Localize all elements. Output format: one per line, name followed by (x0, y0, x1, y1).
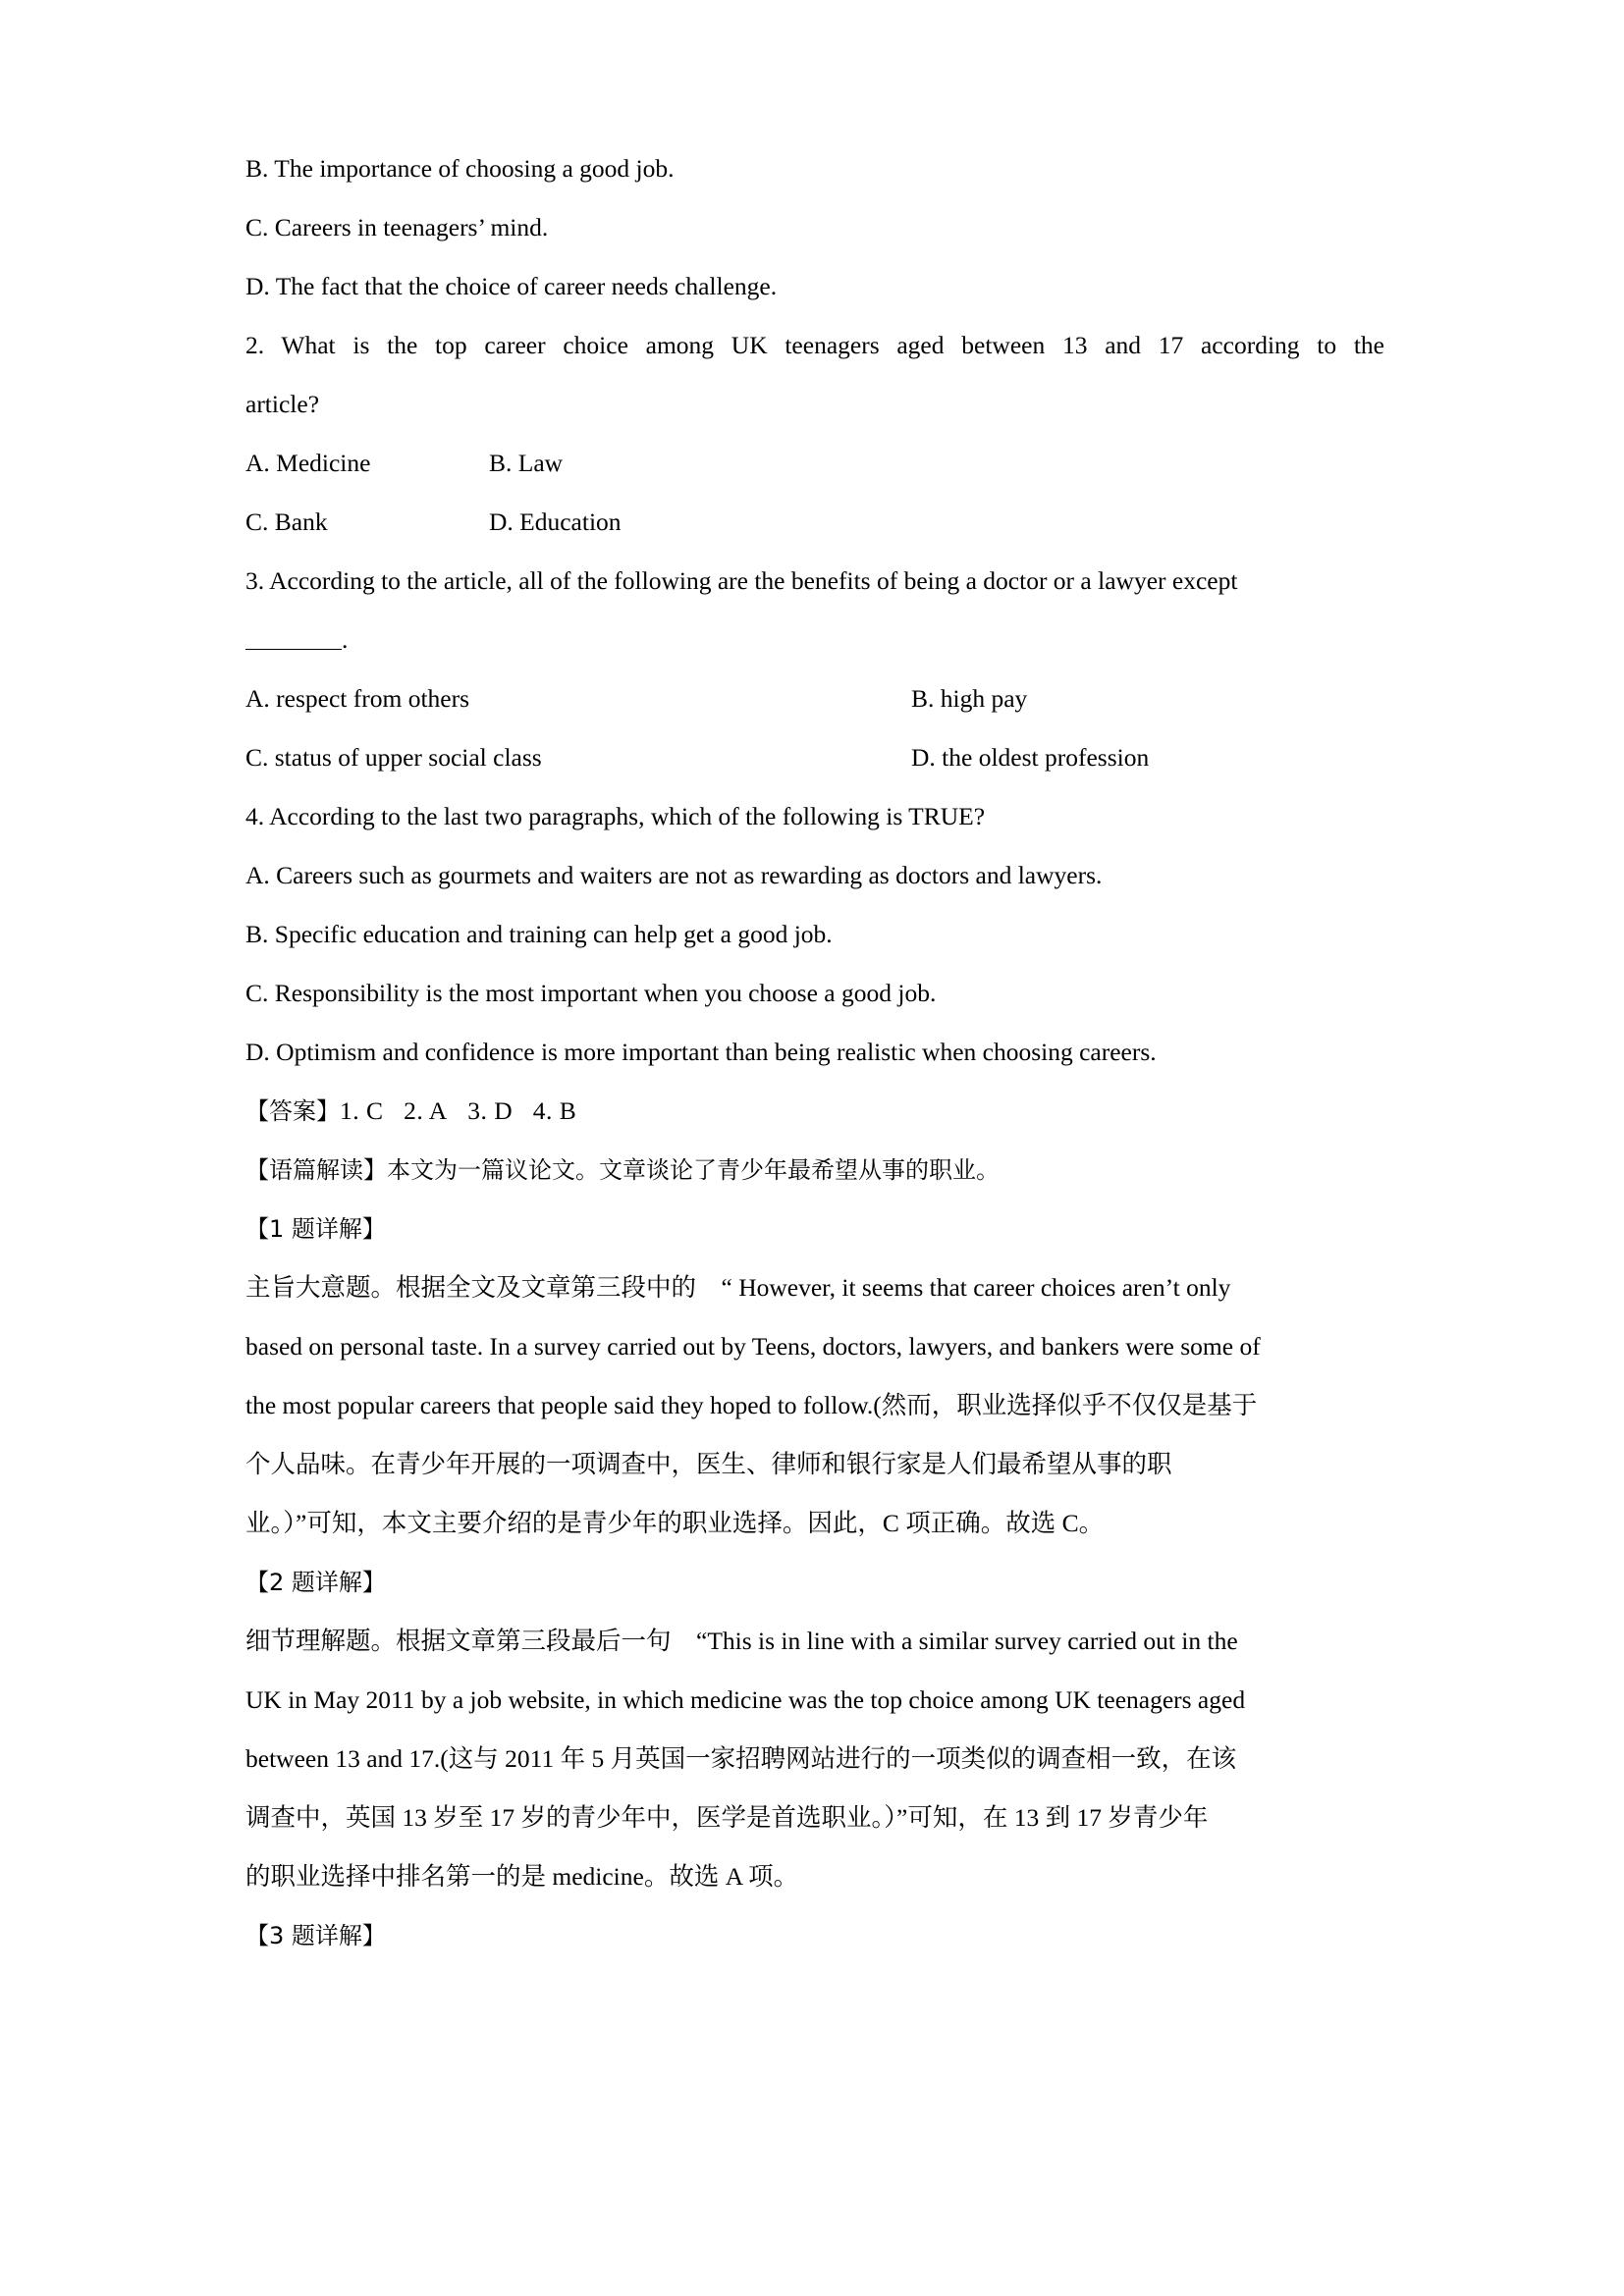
explanation-1-line-4: 个人品味。在青少年开展的一项调查中，医生、律师和银行家是人们最希望从事的职 (245, 1450, 1172, 1478)
q3-option-d: D. the oldest profession (911, 743, 1150, 772)
q2-option-a: A. Medicine (245, 449, 371, 477)
explanation-1-line-5: 业。）”可知，本文主要介绍的是青少年的职业选择。因此，C 项正确。故选 C。 (245, 1509, 1105, 1537)
answer-key-line (245, 1082, 1384, 1141)
passage-analysis-label: 【语篇解读】 (245, 1156, 387, 1184)
q3-blank-suffix: . (342, 625, 349, 654)
explanation-1-line-1: 主旨大意题。根据全文及文章第三段中的 “ However, it seems that career choices aren’t only (245, 1273, 1231, 1302)
q4-option-c: C. Responsibility is the most important when you choose a good job. (245, 979, 937, 1007)
q4-option-d: D. Optimism and confidence is more important than being realistic when choosing careers. (245, 1038, 1157, 1066)
q2-options-row-1 (245, 434, 1384, 493)
explanation-2-line-5: 的职业选择中排名第一的是 medicine。故选 A 项。 (245, 1862, 799, 1891)
q1-option-b: B. The importance of choosing a good job. (245, 154, 675, 183)
q2-stem: 2. What is the top career choice among UK teenagers aged between 13 and 17 according to the (245, 331, 1384, 359)
explanation-2-line-2: UK in May 2011 by a job website, in which medicine was the top choice among UK teenagers aged (245, 1685, 1246, 1714)
explanation-1-heading: 【1 题详解】 (245, 1215, 386, 1243)
q3-blank-line (245, 611, 1384, 669)
passage-analysis-text: 本文为一篇议论文。文章谈论了青少年最希望从事的职业。 (387, 1156, 1000, 1184)
answer-key-label: 【答案】 (245, 1097, 340, 1125)
q2-stem-cont: article? (245, 390, 320, 418)
q3-stem: 3. According to the article, all of the following are the benefits of being a doctor or a lawyer except (245, 566, 1238, 595)
q4-option-a: A. Careers such as gourmets and waiters are not as rewarding as doctors and lawyers. (245, 861, 1103, 889)
explanation-2-line-4: 调查中，英国 13 岁至 17 岁的青少年中，医学是首选职业。）”可知，在 13 到 17 岁青少年 (245, 1803, 1209, 1832)
q1-option-c: C. Careers in teenagers’ mind. (245, 213, 549, 241)
q2-options-row-2 (245, 493, 1384, 552)
q3-option-b: B. high pay (911, 684, 1028, 713)
explanation-3-heading: 【3 题详解】 (245, 1922, 386, 1949)
q3-options-row-2 (245, 728, 1384, 787)
q4-option-b: B. Specific education and training can help get a good job. (245, 920, 833, 948)
explanation-2-heading: 【2 题详解】 (245, 1569, 386, 1596)
passage-analysis-line (245, 1141, 1384, 1200)
q2-option-d: D. Education (489, 507, 622, 536)
document-body (245, 139, 1384, 1965)
q1-option-d: D. The fact that the choice of career needs challenge. (245, 272, 778, 300)
answer-key-values: 1. C 2. A 3. D 4. B (340, 1096, 577, 1125)
q3-options-row-1 (245, 669, 1384, 728)
explanation-1-line-2: based on personal taste. In a survey carried out by Teens, doctors, lawyers, and bankers were some of (245, 1332, 1261, 1361)
q3-option-c: C. status of upper social class (245, 743, 542, 772)
q3-option-a: A. respect from others (245, 684, 470, 713)
answer-blank (245, 630, 342, 650)
explanation-2-line-3: between 13 and 17.(这与 2011 年 5 月英国一家招聘网站进行的一项类似的调查相一致，在该 (245, 1744, 1237, 1773)
explanation-1-line-3: the most popular careers that people said they hoped to follow.(然而，职业选择似乎不仅仅是基于 (245, 1391, 1258, 1419)
q2-option-b: B. Law (489, 449, 564, 477)
q4-stem: 4. According to the last two paragraphs, which of the following is TRUE? (245, 802, 986, 830)
explanation-2-line-1: 细节理解题。根据文章第三段最后一句 “This is in line with a similar survey carried out in the (245, 1627, 1238, 1655)
q2-option-c: C. Bank (245, 507, 328, 536)
